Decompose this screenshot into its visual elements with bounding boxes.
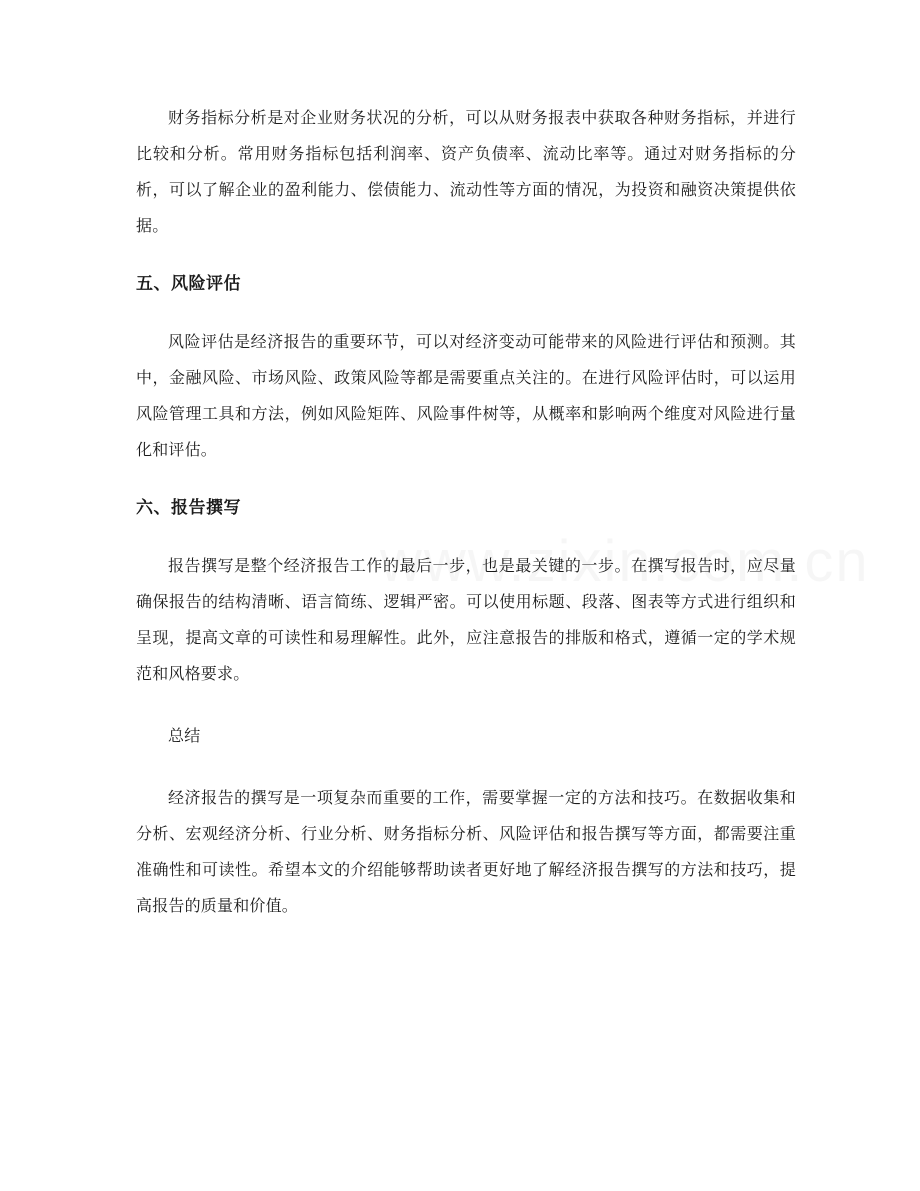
section-heading-risk: 五、风险评估: [136, 274, 241, 294]
report-writing-paragraph: 报告撰写是整个经济报告工作的最后一步，也是最关键的一步。在撰写报告时，应尽量确保报告的结构清晰、语言简练、逻辑严密。可以使用标题、段落、图表等方式进行组织和呈现，提高文章的可读性和易理解性。此外，应注意报告的排版和格式，遵循一定的学术规范和风格要求。: [136, 556, 796, 683]
document-body: [136, 100, 796, 924]
financial-analysis-paragraph: 财务指标分析是对企业财务状况的分析，可以从财务报表中获取各种财务指标，并进行比较和分析。常用财务指标包括利润率、资产负债率、流动比率等。通过对财务指标的分析，可以了解企业的盈利能力、偿债能力、流动性等方面的情况，为投资和融资决策提供依据。: [136, 108, 796, 235]
risk-assessment-paragraph: 风险评估是经济报告的重要环节，可以对经济变动可能带来的风险进行评估和预测。其中，金融风险、市场风险、政策风险等都是需要重点关注的。在进行风险评估时，可以运用风险管理工具和方法，例如风险矩阵、风险事件树等，从概率和影响两个维度对风险进行量化和评估。: [136, 332, 796, 459]
summary-paragraph: 经济报告的撰写是一项复杂而重要的工作，需要掌握一定的方法和技巧。在数据收集和分析、宏观经济分析、行业分析、财务指标分析、风险评估和报告撰写等方面，都需要注重准确性和可读性。希望本文的介绍能够帮助读者更好地了解经济报告撰写的方法和技巧，提高报告的质量和价值。: [136, 788, 796, 915]
summary-label: 总结: [168, 726, 201, 745]
section-heading-writing: 六、报告撰写: [136, 498, 241, 518]
